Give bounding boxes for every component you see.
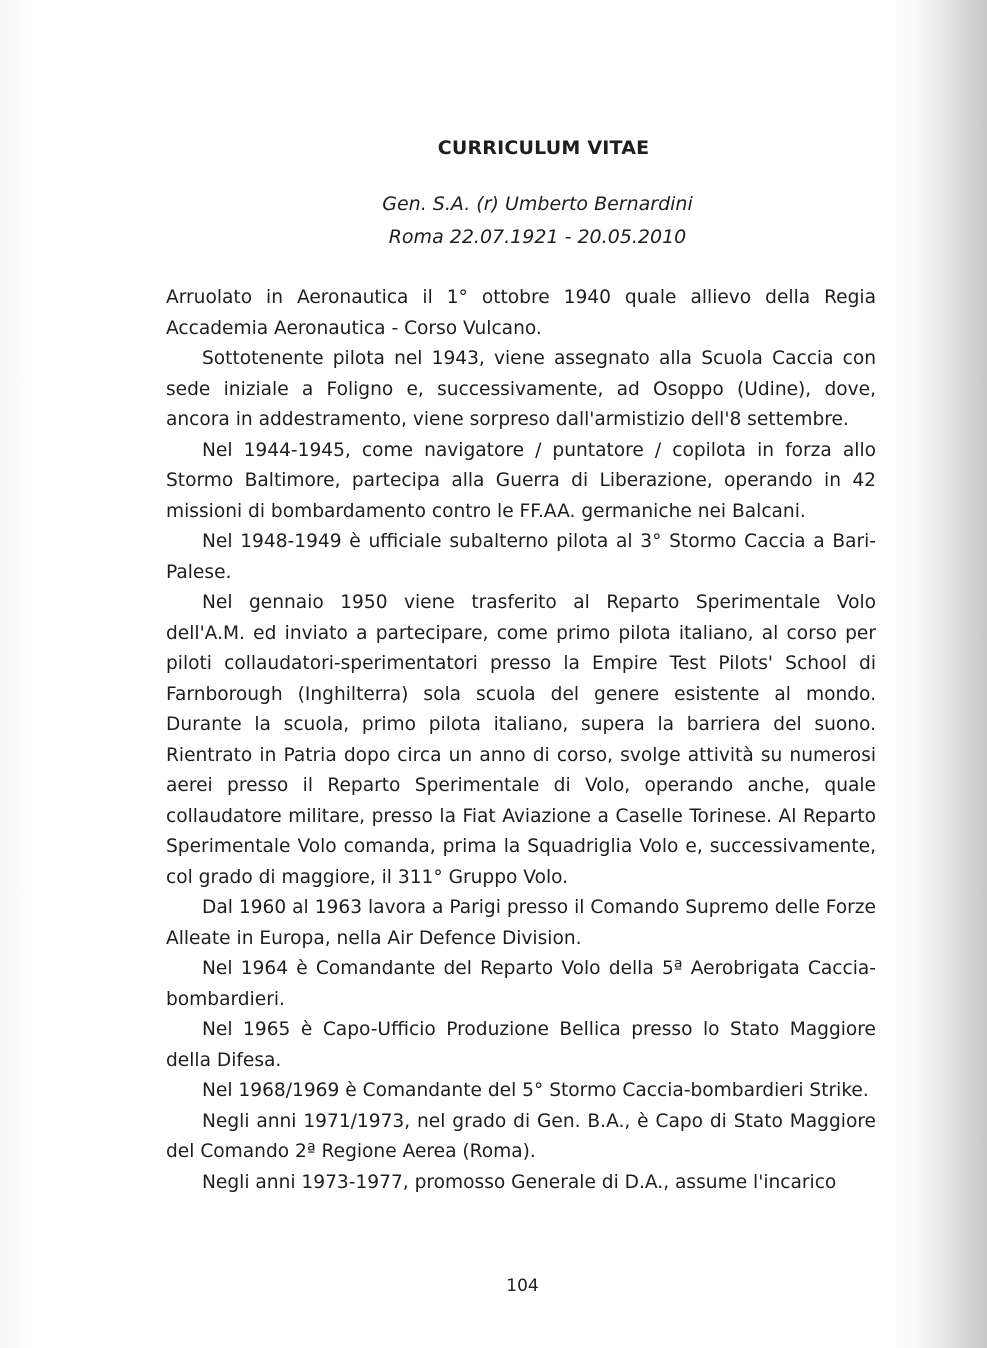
paragraph: Nel gennaio 1950 viene trasferito al Reparto Sperimentale Volo dell'A.M. ed inviato a partecipare, come primo pilota italiano, al corso per piloti collaudatori-sperimentatori presso la Empire Test Pilots' School di Farnborough (Inghilterra) sola scuola del genere esistente al mondo. Durante la scuola, primo pilota italiano, supera la barriera del suono. Rientrato in Patria dopo circa un anno di corso, svolge attività su numerosi aerei presso il Reparto Sperimentale di Volo, operando anche, quale collaudatore militare, presso la Fiat Aviazione a Caselle Torinese. Al Reparto Sperimentale Volo comanda, prima la Squadriglia Volo e, successivamente, col grado di maggiore, il 311° Gruppo Volo. bbox=[166, 592, 876, 888]
paragraph: Nel 1948-1949 è ufficiale subalterno pilota al 3° Stormo Caccia a Bari-Palese. bbox=[166, 531, 876, 583]
paragraph: Nel 1944-1945, come navigatore / puntatore / copilota in forza allo Stormo Baltimore, partecipa alla Guerra di Liberazione, operando in 42 missioni di bombardamento contro le FF.AA. germaniche nei Balcani. bbox=[166, 439, 876, 522]
page-number: 104 bbox=[506, 1276, 539, 1296]
paragraph: Sottotenente pilota nel 1943, viene assegnato alla Scuola Caccia con sede iniziale a Foligno e, successivamente, ad Osoppo (Udine), dove, ancora in addestramento, viene sorpreso dall'armistizio dell'8 settembre. bbox=[166, 348, 876, 430]
subject-dates: Roma 22.07.1921 - 20.05.2010 bbox=[388, 226, 687, 248]
paragraph: Nel 1965 è Capo-Ufficio Produzione Bellica presso lo Stato Maggiore della Difesa. bbox=[166, 1019, 876, 1071]
paragraph: Negli anni 1971/1973, nel grado di Gen. B.A., è Capo di Stato Maggiore del Comando 2ª Regione Aerea (Roma). bbox=[166, 1110, 876, 1162]
body-text bbox=[166, 283, 876, 1198]
paragraph: Nel 1968/1969 è Comandante del 5° Stormo Caccia-bombardieri Strike. bbox=[202, 1080, 869, 1101]
paragraph: Dal 1960 al 1963 lavora a Parigi presso il Comando Supremo delle Forze Alleate in Europa, nella Air Defence Division. bbox=[166, 897, 876, 949]
paragraph: Nel 1964 è Comandante del Reparto Volo della 5ª Aerobrigata Caccia-bombardieri. bbox=[166, 958, 876, 1010]
subject-name: Gen. S.A. (r) Umberto Bernardini bbox=[382, 193, 693, 215]
paragraph: Negli anni 1973-1977, promosso Generale di D.A., assume l'incarico bbox=[202, 1171, 837, 1193]
paragraph: Arruolato in Aeronautica il 1° ottobre 1940 quale allievo della Regia Accademia Aeronautica - Corso Vulcano. bbox=[166, 287, 876, 339]
page-title: CURRICULUM VITAE bbox=[437, 137, 650, 159]
